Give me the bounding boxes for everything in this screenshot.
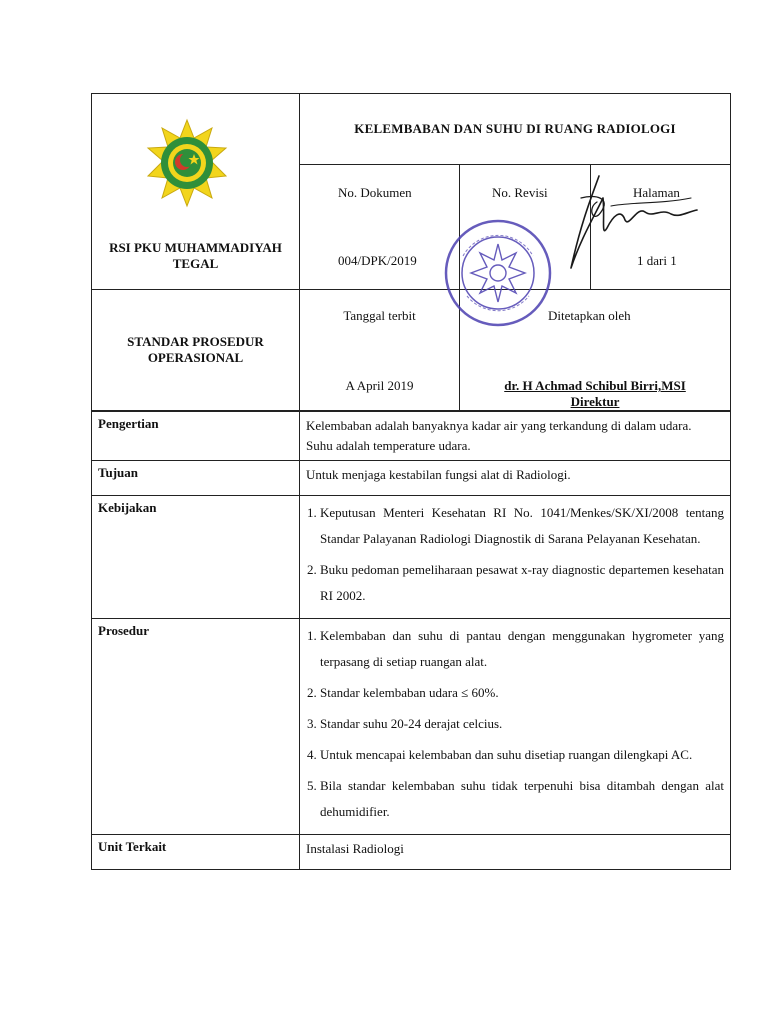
list-item: 4. Untuk mencapai kelembaban dan suhu disetiap ruangan dilengkapi AC. <box>320 742 724 768</box>
tujuan-label: Tujuan <box>92 461 300 496</box>
signer-title: Direktur <box>570 394 620 409</box>
no-revisi-label: No. Revisi <box>492 185 548 200</box>
list-item: 2. Standar kelembaban udara ≤ 60%. <box>320 680 724 706</box>
halaman-cell <box>591 165 731 290</box>
prosedur-label: Prosedur <box>92 619 300 835</box>
list-item: 1. Keputusan Menteri Kesehatan RI No. 1041/Menkes/SK/XI/2008 tentang Standar Palayanan Radiologi Diagnostik di Sarana Pelayanan Kesehatan. <box>320 500 724 552</box>
sop-document <box>91 93 730 870</box>
list-item: 1. Kelembaban dan suhu di pantau dengan menggunakan hygrometer yang terpasang di setiap ruangan alat. <box>320 623 724 675</box>
no-dokumen-cell <box>300 165 460 290</box>
sop-table <box>91 93 731 870</box>
unit-terkait-label: Unit Terkait <box>92 835 300 870</box>
halaman-label: Halaman <box>633 185 680 200</box>
kebijakan-body <box>300 496 731 619</box>
rsi-pku-logo-icon <box>142 118 232 208</box>
no-dokumen-label: No. Dokumen <box>338 185 412 200</box>
list-item: 2. Buku pedoman pemeliharaan pesawat x-ray diagnostic departemen kesehatan RI 2002. <box>320 557 724 609</box>
pengertian-line-1: Kelembaban adalah banyaknya kadar air yang terkandung di dalam udara. <box>306 418 692 433</box>
list-item: 3. Standar suhu 20-24 derajat celcius. <box>320 711 724 737</box>
kebijakan-list <box>306 500 724 609</box>
organization-name <box>92 240 299 272</box>
tanggal-value: A April 2019 <box>345 378 414 393</box>
halaman-value: 1 dari 1 <box>637 253 677 268</box>
tanggal-cell <box>300 290 460 412</box>
pengertian-body <box>300 411 731 461</box>
ditetapkan-cell <box>460 290 731 412</box>
list-item: 5. Bila standar kelembaban suhu tidak terpenuhi bisa ditambah dengan alat dehumidifier. <box>320 773 724 825</box>
org-line-2: TEGAL <box>172 256 219 271</box>
sop-line-1: STANDAR PROSEDUR <box>127 334 264 349</box>
tujuan-body: Untuk menjaga kestabilan fungsi alat di Radiologi. <box>300 461 731 496</box>
signer-name: dr. H Achmad Schibul Birri,MSI <box>504 378 686 393</box>
unit-terkait-body: Instalasi Radiologi <box>300 835 731 870</box>
logo-cell <box>92 94 300 290</box>
pengertian-line-2: Suhu adalah temperature udara. <box>306 438 471 453</box>
org-line-1: RSI PKU MUHAMMADIYAH <box>109 240 282 255</box>
kebijakan-label: Kebijakan <box>92 496 300 619</box>
no-dokumen-value: 004/DPK/2019 <box>338 253 417 268</box>
no-revisi-cell <box>460 165 591 290</box>
signer-block <box>460 378 730 410</box>
pengertian-label: Pengertian <box>92 411 300 461</box>
tanggal-label: Tanggal terbit <box>343 308 416 323</box>
prosedur-list <box>306 623 724 825</box>
sop-line-2: OPERASIONAL <box>147 350 244 365</box>
ditetapkan-label: Ditetapkan oleh <box>548 308 631 323</box>
prosedur-body <box>300 619 731 835</box>
sop-heading <box>92 290 300 412</box>
document-title: KELEMBABAN DAN SUHU DI RUANG RADIOLOGI <box>300 94 731 165</box>
